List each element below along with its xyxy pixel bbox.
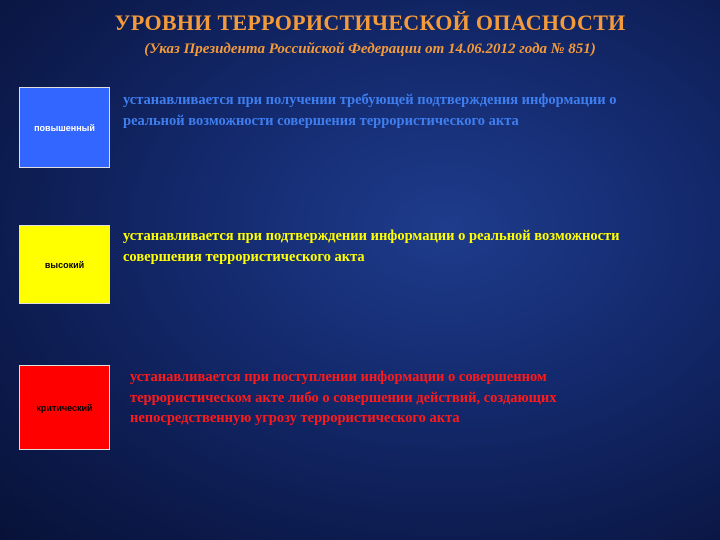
level-critical-label: критический — [36, 402, 93, 413]
level-raised-badge — [19, 87, 110, 168]
level-critical-description: устанавливается при поступлении информации о совершенном террористическом акте либо о совершении действий, создающих непосредственную угрозу террористического акта — [130, 369, 557, 426]
level-raised-description: устанавливается при получении требующей подтверждения информации о реальной возможности совершения террористического акта — [123, 92, 617, 129]
level-raised-label: повышенный — [34, 122, 95, 133]
level-high-badge — [19, 225, 110, 304]
level-critical-badge — [19, 365, 110, 450]
page-title: УРОВНИ ТЕРРОРИСТИЧЕСКОЙ ОПАСНОСТИ — [114, 10, 626, 35]
level-high-description: устанавливается при подтверждении информации о реальной возможности совершения террористического акта — [123, 228, 620, 265]
page-subtitle: (Указ Президента Российской Федерации от 14.06.2012 года № 851) — [144, 41, 596, 57]
level-high-label: высокий — [44, 259, 85, 270]
